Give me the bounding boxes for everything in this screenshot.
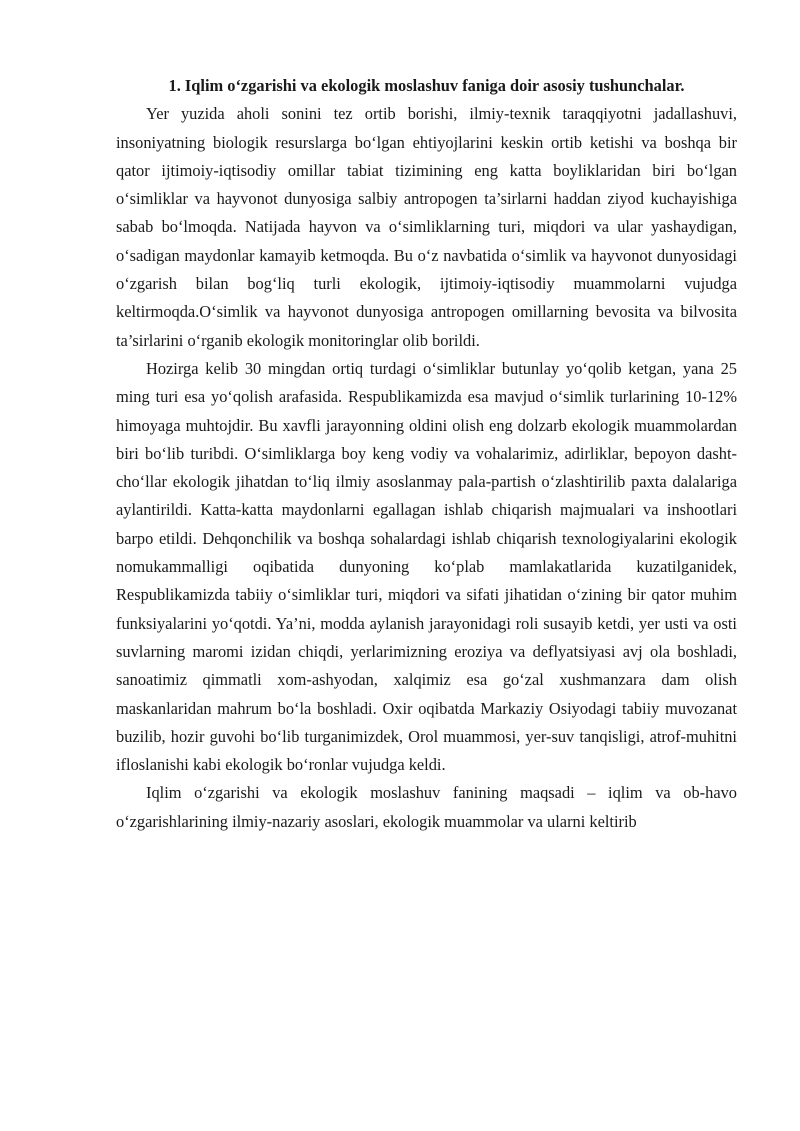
paragraph-intro: Yer yuzida aholi sonini tez ortib borishi, ilmiy-texnik taraqqiyotni jadallashuvi, insoniyatning biologik resurslarga bo‘lgan ehtiyojlarini keskin ortib ketishi va boshqa bir qator ijtimoiy-iqtisodiy omillar tabiat tizimining eng katta boyliklaridan biri bo‘lgan o‘simliklar va hayvonot dunyosiga salbiy antropogen ta’sirlarni haddan ziyod kuchayishiga sabab bo‘lmoqda. Natijada hayvon va o‘simliklarning turi, miqdori va ular yashaydigan, o‘sadigan maydonlar kamayib ketmoqda. Bu o‘z navbatida o‘simlik va hayvonot dunyosidagi o‘zgarish bilan bog‘liq turli ekologik, ijtimoiy-iqtisodiy muammolarni vujudga keltirmoqda.O‘simlik va hayvonot dunyosiga antropogen omillarning bevosita va bilvosita ta’sirlarini o‘rganib ekologik monitoringlar olib borildi. <box>116 104 737 350</box>
paragraph-species-loss: Hozirga kelib 30 mingdan ortiq turdagi o‘simliklar butunlay yo‘qolib ketgan, yana 25 ming turi esa yo‘qolish arafasida. Respublikamizda esa mavjud o‘simlik turlarining 10-12% himoyaga muhtojdir. Bu xavfli jarayonning oldini olish eng dolzarb ekologik muammolardan biri bo‘lib turibdi. O‘simliklarga boy keng vodiy va vohalarimiz, adirliklar, bepoyon dasht-cho‘llar ekologik jihatdan to‘liq ilmiy asoslanmay pala-partish o‘zlashtirilib paxta dalalariga aylantirildi. Katta-katta maydonlarni egallagan ishlab chiqarish majmualari va inshootlari barpo etildi. Dehqonchilik va boshqa sohalardagi ishlab chiqarish texnologiyalarini ekologik nomukammalligi oqibatida dunyoning ko‘plab mamlakatlarida kuzatilganidek, Respublikamizda tabiiy o‘simliklar turi, miqdori va sifati jihatidan o‘zining bir qator muhim funksiyalarini yo‘qotdi. Ya’ni, modda aylanish jarayonidagi roli susayib ketdi, yer usti va osti suvlarning maromi izidan chiqdi, yerlarimizning eroziya va deflyatsiyasi avj ola boshladi, sanoatimiz qimmatli xom-ashyodan, xalqimiz esa go‘zal xushmanzara dam olish maskanlaridan mahrum bo‘la boshladi. Oxir oqibatda Markaziy Osiyodagi tabiiy muvozanat buzilib, hozir guvohi bo‘lib turganimizdek, Orol muammosi, yer-suv tanqisligi, atrof-muhitni ifloslanishi kabi ekologik bo‘ronlar vujudga keldi. <box>116 358 737 775</box>
document-page <box>116 72 737 836</box>
paragraph-course-goal: Iqlim o‘zgarishi va ekologik moslashuv fanining maqsadi – iqlim va ob-havo o‘zgarishlarining ilmiy-nazariy asoslari, ekologik muammolar va ularni keltirib <box>116 783 737 831</box>
section-heading: 1. Iqlim o‘zgarishi va ekologik moslashuv faniga doir asosiy tushunchalar. <box>168 76 685 95</box>
